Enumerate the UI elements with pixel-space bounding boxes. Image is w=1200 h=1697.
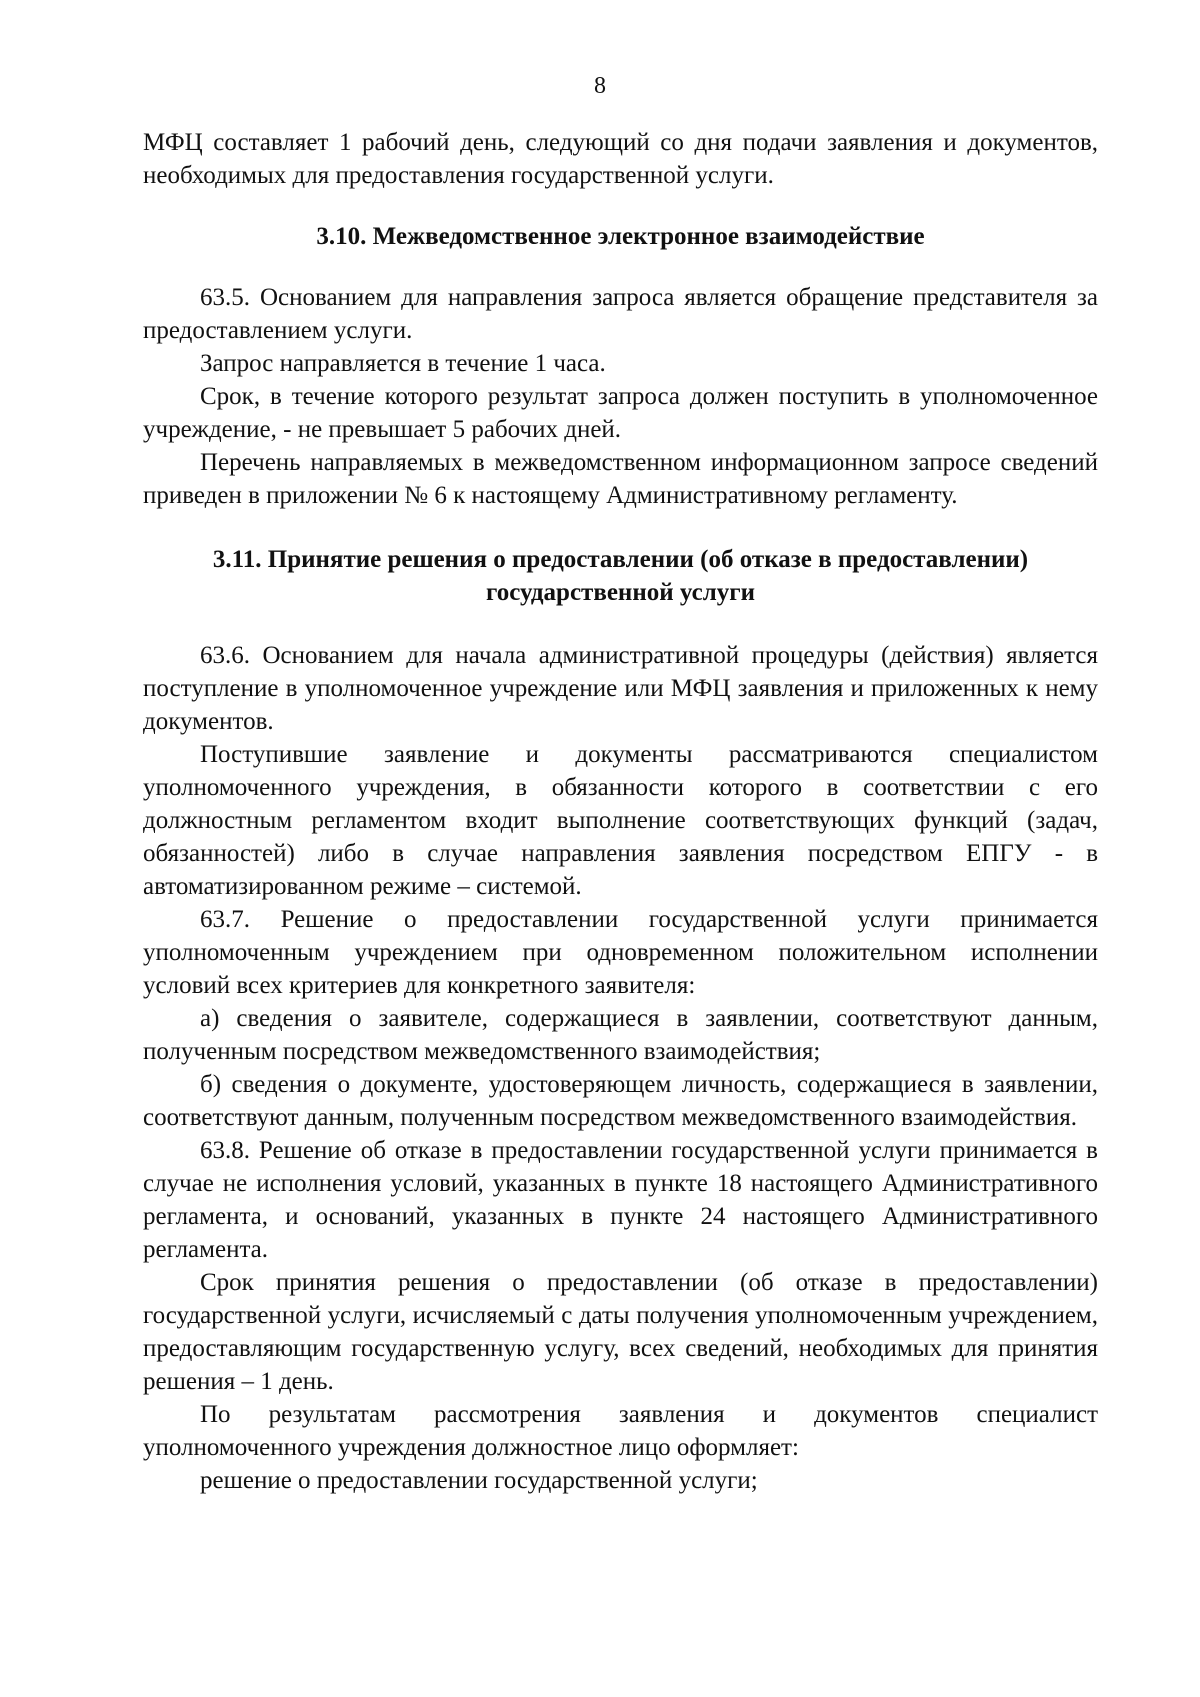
paragraph-request-time: Запрос направляется в течение 1 часа. — [200, 350, 606, 377]
paragraph-decision-term: Срок принятия решения о предоставлении (об отказе в предоставлении) государственной услуги, исчисляемый с даты получения уполномоченным учреждением, предоставляющим государственную услугу, всех сведений, необходимых для принятия решения – 1 день. — [143, 1269, 1098, 1395]
section-heading-3-11 — [143, 543, 1098, 609]
paragraph-review: Поступившие заявление и документы рассматриваются специалистом уполномоченного учреждения, в обязанности которого в соответствии с его должностным регламентом входит выполнение соответствующих функций (задач, обязанностей) либо в случае направления заявления посредством ЕПГУ - в автоматизированном режиме – системой. — [143, 741, 1098, 900]
paragraph-criterion-a: а) сведения о заявителе, содержащиеся в заявлении, соответствуют данным, полученным посредством межведомственного взаимодействия; — [143, 1005, 1098, 1065]
page-number: 8 — [594, 73, 606, 99]
paragraph-63-7: 63.7. Решение о предоставлении государственной услуги принимается уполномоченным учреждением при одновременном положительном исполнении условий всех критериев для конкретного заявителя: — [143, 906, 1098, 999]
paragraph-63-6: 63.6. Основанием для начала административной процедуры (действия) является поступление в уполномоченное учреждение или МФЦ заявления и приложенных к нему документов. — [143, 642, 1098, 735]
paragraph-decision-item: решение о предоставлении государственной услуги; — [200, 1467, 758, 1494]
paragraph-results: По результатам рассмотрения заявления и документов специалист уполномоченного учреждения должностное лицо оформляет: — [143, 1401, 1098, 1461]
paragraph-response-term: Срок, в течение которого результат запроса должен поступить в уполномоченное учреждение, - не превышает 5 рабочих дней. — [143, 383, 1098, 443]
paragraph-63-8: 63.8. Решение об отказе в предоставлении государственной услуги принимается в случае не исполнения условий, указанных в пункте 18 настоящего Административного регламента, и оснований, указанных в пункте 24 настоящего Административного регламента. — [143, 1137, 1098, 1263]
paragraph-continuation: МФЦ составляет 1 рабочий день, следующий со дня подачи заявления и документов, необходимых для предоставления государственной услуги. — [143, 129, 1098, 189]
paragraph-63-5: 63.5. Основанием для направления запроса является обращение представителя за предоставлением услуги. — [143, 284, 1098, 344]
section-heading-3-10: 3.10. Межведомственное электронное взаимодействие — [316, 223, 925, 250]
section-heading-3-11-line2: государственной услуги — [485, 579, 756, 606]
section-heading-3-11-line1: 3.11. Принятие решения о предоставлении (об отказе в предоставлении) — [212, 546, 1029, 573]
paragraph-criterion-b: б) сведения о документе, удостоверяющем личность, содержащиеся в заявлении, соответствуют данным, полученным посредством межведомственного взаимодействия. — [143, 1071, 1098, 1131]
document-body — [143, 126, 1098, 1497]
paragraph-info-list: Перечень направляемых в межведомственном информационном запросе сведений приведен в приложении № 6 к настоящему Административному регламенту. — [143, 449, 1098, 509]
